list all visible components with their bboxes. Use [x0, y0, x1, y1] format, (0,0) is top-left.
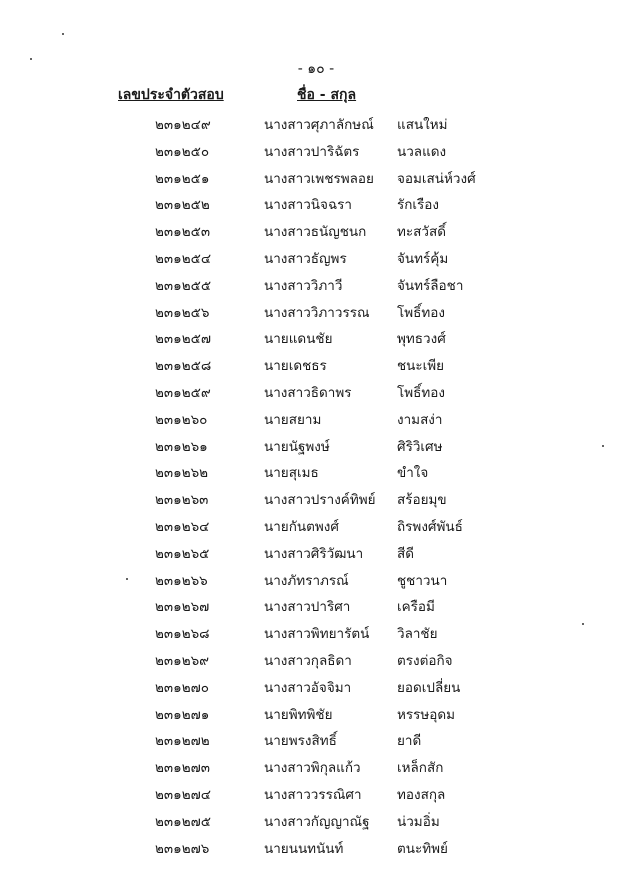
- first-name: นางสาววิภาวี: [264, 277, 343, 294]
- table-row: [0, 699, 632, 726]
- last-name: วิลาชัย: [397, 626, 438, 643]
- table-row: [0, 484, 632, 511]
- table-row: [0, 565, 632, 592]
- table-row: [0, 270, 632, 297]
- exam-id: ๒๓๑๒๗๒: [155, 733, 210, 750]
- first-name: นางสาวนิจฉรา: [264, 197, 352, 214]
- first-name: นางสาวเพชรพลอย: [264, 170, 374, 187]
- last-name: จันทร์คุ้ม: [397, 250, 449, 267]
- exam-id: ๒๓๑๒๕๖: [155, 304, 210, 321]
- first-name: นายเดชธร: [264, 358, 327, 375]
- table-row: [0, 511, 632, 538]
- first-name: นางสาวธัญพร: [264, 250, 347, 267]
- first-name: นายนัฐพงษ์: [264, 438, 330, 455]
- page-number: - ๑๐ -: [297, 61, 335, 77]
- exam-id: ๒๓๑๒๕๓: [155, 224, 211, 241]
- last-name: ขำใจ: [397, 465, 429, 482]
- table-row: [0, 806, 632, 833]
- first-name: นางสาวศุภาลักษณ์: [264, 117, 374, 133]
- first-name: นางสาวพิกุลแก้ว: [264, 760, 361, 777]
- table-row: [0, 752, 632, 779]
- table-row: [0, 591, 632, 618]
- table-row: [0, 189, 632, 216]
- first-name: นายพรงสิทธิ์: [264, 733, 337, 750]
- last-name: ยาดี: [397, 733, 422, 750]
- last-name: รักเรือง: [397, 197, 439, 214]
- table-row: [0, 163, 632, 190]
- table-row: [0, 431, 632, 458]
- last-name: เครือมี: [397, 599, 435, 616]
- table-row: [0, 323, 632, 350]
- table-row: [0, 377, 632, 404]
- last-name: แสนใหม่: [397, 117, 448, 133]
- first-name: นางสาวปรางค์ทิพย์: [264, 492, 376, 509]
- first-name: นางสาวศิริวัฒนา: [264, 545, 364, 562]
- first-name: นายกันตพงศ์: [264, 518, 339, 535]
- last-name: จันทร์ลือชา: [397, 277, 464, 294]
- last-name: ตนะทิพย์: [397, 840, 448, 857]
- header-exam-id: เลขประจำตัวสอบ: [118, 87, 224, 103]
- exam-id: ๒๓๑๒๕๔: [155, 250, 212, 267]
- last-name: งามสง่า: [397, 411, 443, 428]
- header-full-name: ชื่อ - สกุล: [297, 87, 357, 103]
- table-row: [0, 725, 632, 752]
- first-name: นางสาวธนัญชนก: [264, 224, 367, 241]
- exam-id: ๒๓๑๒๖๔: [155, 518, 210, 535]
- exam-id: ๒๓๑๒๗๖: [155, 840, 210, 857]
- last-name: พุทธวงศ์: [397, 331, 446, 348]
- last-name: ทองสกุล: [397, 786, 446, 803]
- scan-speck: [62, 33, 64, 35]
- scan-speck: [602, 445, 604, 447]
- first-name: นางสาวกัญญาณัฐ: [264, 813, 370, 830]
- exam-id: ๒๓๑๒๕๕: [155, 277, 212, 294]
- exam-id: ๒๓๑๒๖๓: [155, 492, 209, 509]
- first-name: นายพิทพิชัย: [264, 706, 333, 723]
- exam-id: ๒๓๑๒๖๒: [155, 465, 209, 482]
- exam-id: ๒๓๑๒๗๓: [155, 760, 210, 777]
- scan-speck: [582, 623, 584, 625]
- exam-id: ๒๓๑๒๕๗: [155, 331, 211, 348]
- table-row: [0, 618, 632, 645]
- first-name: นายสุเมธ: [264, 465, 319, 482]
- first-name: นายนนทนันท์: [264, 840, 344, 857]
- table-row: [0, 216, 632, 243]
- table-row: [0, 350, 632, 377]
- exam-id: ๒๓๑๒๕๒: [155, 197, 210, 214]
- scan-speck: [126, 578, 128, 580]
- last-name: ชูชาวนา: [397, 572, 448, 589]
- exam-id: ๒๓๑๒๗๐: [155, 679, 209, 696]
- last-name: นวลแดง: [397, 143, 447, 160]
- table-row: [0, 779, 632, 806]
- last-name: ตรงต่อกิจ: [397, 652, 453, 669]
- last-name: เหล็กสัก: [397, 760, 444, 777]
- first-name: นางสาวกุลธิดา: [264, 652, 352, 669]
- first-name: นางสาวปาริฉัตร: [264, 143, 360, 160]
- first-name: นายสยาม: [264, 411, 322, 428]
- last-name: ทะสวัสดิ์: [397, 224, 446, 241]
- last-name: น่วมอิ่ม: [397, 813, 440, 830]
- exam-id: ๒๓๑๒๖๙: [155, 652, 210, 669]
- table-row: [0, 136, 632, 163]
- exam-id: ๒๓๑๒๖๕: [155, 545, 210, 562]
- table-row: [0, 833, 632, 860]
- table-row: [0, 404, 632, 431]
- exam-id: ๒๓๑๒๖๗: [155, 599, 210, 616]
- exam-id: ๒๓๑๒๕๙: [155, 384, 211, 401]
- scan-speck: [30, 58, 32, 60]
- first-name: นางสาวปาริศา: [264, 599, 351, 616]
- exam-id: ๒๓๑๒๖๐: [155, 411, 208, 428]
- last-name: ถิรพงศ์พันธ์: [397, 518, 463, 535]
- exam-id: ๒๓๑๒๖๘: [155, 626, 210, 643]
- candidate-list: [0, 109, 632, 859]
- exam-id: ๒๓๑๒๖๖: [155, 572, 208, 589]
- table-row: [0, 243, 632, 270]
- exam-id: ๒๓๑๒๔๙: [155, 117, 211, 133]
- table-row: [0, 297, 632, 324]
- first-name: นางสาววิภาวรรณ: [264, 304, 370, 321]
- last-name: สร้อยมุข: [397, 492, 447, 509]
- first-name: นางสาวธิดาพร: [264, 384, 352, 401]
- table-row: [0, 645, 632, 672]
- exam-id: ๒๓๑๒๗๑: [155, 706, 210, 723]
- first-name: นางสาวพิทยารัตน์: [264, 626, 370, 643]
- last-name: ยอดเปลี่ยน: [397, 679, 461, 696]
- table-row: [0, 538, 632, 565]
- table-row: [0, 672, 632, 699]
- last-name: ศิริวิเศษ: [397, 438, 443, 455]
- last-name: โพธิ์ทอง: [397, 304, 445, 321]
- table-row: [0, 109, 632, 136]
- last-name: โพธิ์ทอง: [397, 384, 445, 401]
- exam-id: ๒๓๑๒๕๐: [155, 143, 210, 160]
- exam-id: ๒๓๑๒๕๑: [155, 170, 210, 187]
- first-name: นายแดนชัย: [264, 331, 333, 348]
- last-name: หรรษอุดม: [397, 706, 456, 723]
- last-name: ชนะเพีย: [397, 358, 445, 375]
- exam-id: ๒๓๑๒๗๔: [155, 786, 211, 803]
- exam-id: ๒๓๑๒๕๘: [155, 358, 212, 375]
- first-name: นางภัทราภรณ์: [264, 572, 349, 589]
- first-name: นางสาวอัจจิมา: [264, 679, 352, 696]
- exam-id: ๒๓๑๒๗๕: [155, 813, 211, 830]
- last-name: จอมเสน่ห์วงศ์: [397, 170, 476, 187]
- exam-id: ๒๓๑๒๖๑: [155, 438, 208, 455]
- first-name: นางสาววรรณิศา: [264, 786, 362, 803]
- last-name: สีดี: [397, 545, 415, 562]
- table-row: [0, 457, 632, 484]
